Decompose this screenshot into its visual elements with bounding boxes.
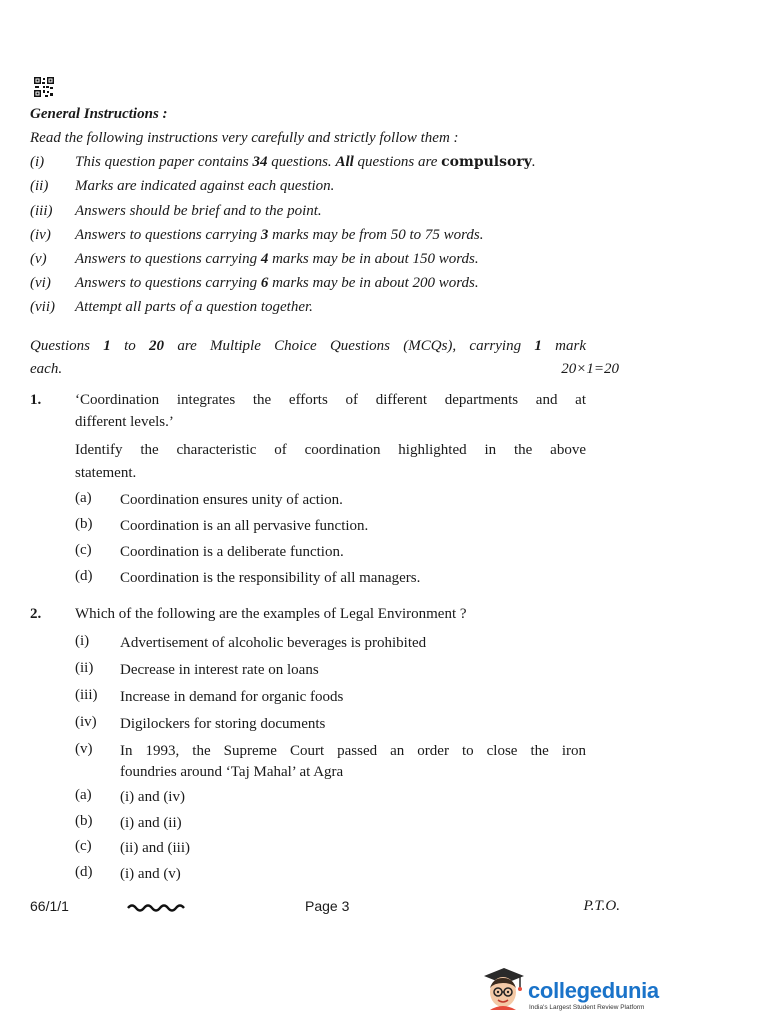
instruction-text: Answers to questions carrying 3 marks may be from 50 to 75 words.: [75, 227, 484, 243]
statement-text: Digilockers for storing documents: [120, 716, 326, 732]
question-text: Which of the following are the examples of Legal Environment ?: [75, 606, 467, 622]
instruction-text: Marks are indicated against each question.: [75, 178, 335, 194]
statement-label: (v): [75, 741, 93, 757]
collegedunia-mascot-icon: [480, 962, 526, 1012]
option-text: (i) and (iv): [120, 789, 185, 805]
instructions-heading: General Instructions :: [30, 106, 168, 122]
option-label: (d): [75, 864, 93, 880]
statement-label: (iii): [75, 687, 98, 703]
statement-label: (i): [75, 633, 90, 649]
option-label: (c): [75, 838, 92, 854]
question-text: Identify the characteristic of coordination highlighted in the above: [75, 442, 586, 458]
option-label: (c): [75, 542, 92, 558]
instruction-text: Answers should be brief and to the point.: [75, 203, 322, 219]
option-label: (b): [75, 813, 93, 829]
option-label: (a): [75, 490, 92, 506]
question-number: 2.: [30, 606, 42, 622]
statement-text: Increase in demand for organic foods: [120, 689, 344, 705]
option-text: Coordination is a deliberate function.: [120, 544, 344, 560]
statement-label: (iv): [75, 714, 97, 730]
option-text: (i) and (ii): [120, 815, 182, 831]
statement-label: (ii): [75, 660, 94, 676]
mcq-note: Questions 1 to 20 are Multiple Choice Questions (MCQs), carrying 1 mark: [30, 338, 587, 354]
option-label: (b): [75, 516, 93, 532]
instruction-text: Answers to questions carrying 6 marks may be in about 200 words.: [75, 275, 479, 291]
instruction-text: Answers to questions carrying 4 marks may be in about 150 words.: [75, 251, 479, 267]
question-text: different levels.’: [75, 414, 174, 430]
option-text: (i) and (v): [120, 866, 181, 882]
option-label: (d): [75, 568, 93, 584]
instruction-text: Attempt all parts of a question together.: [75, 299, 313, 315]
brand-name: collegedunia: [528, 978, 659, 1003]
paper-code: 66/1/1: [30, 898, 69, 914]
mcq-note-continued: each.: [30, 361, 63, 377]
instruction-number: (iv): [30, 227, 51, 243]
option-text: Coordination ensures unity of action.: [120, 492, 343, 508]
question-number: 1.: [30, 392, 42, 408]
statement-text: Advertisement of alcoholic beverages is prohibited: [120, 635, 427, 651]
brand-tagline: India's Largest Student Review Platform: [529, 1004, 645, 1011]
instruction-text: This question paper contains 34 questions. All questions are compulsory.: [75, 154, 536, 170]
option-text: Coordination is an all pervasive function.: [120, 518, 369, 534]
instruction-number: (v): [30, 251, 47, 267]
qr-code-icon: [33, 76, 55, 98]
instruction-number: (i): [30, 154, 45, 170]
mcq-marks: 20×1=20: [561, 361, 619, 377]
pto-label: P.T.O.: [583, 898, 620, 914]
instruction-number: (ii): [30, 178, 49, 194]
option-text: Coordination is the responsibility of all managers.: [120, 570, 421, 586]
statement-text: Decrease in interest rate on loans: [120, 662, 319, 678]
instruction-number: (iii): [30, 203, 53, 219]
option-label: (a): [75, 787, 92, 803]
question-text: statement.: [75, 465, 137, 481]
wave-ornament-icon: [126, 902, 186, 914]
instructions-intro: Read the following instructions very carefully and strictly follow them :: [30, 130, 459, 146]
statement-text: In 1993, the Supreme Court passed an order to close the iron: [120, 743, 586, 759]
instruction-number: (vi): [30, 275, 51, 291]
option-text: (ii) and (iii): [120, 840, 190, 856]
statement-text: foundries around ‘Taj Mahal’ at Agra: [120, 764, 344, 780]
question-text: ‘Coordination integrates the efforts of different departments and at: [75, 392, 586, 408]
page-number: Page 3: [305, 898, 350, 914]
instruction-number: (vii): [30, 299, 55, 315]
